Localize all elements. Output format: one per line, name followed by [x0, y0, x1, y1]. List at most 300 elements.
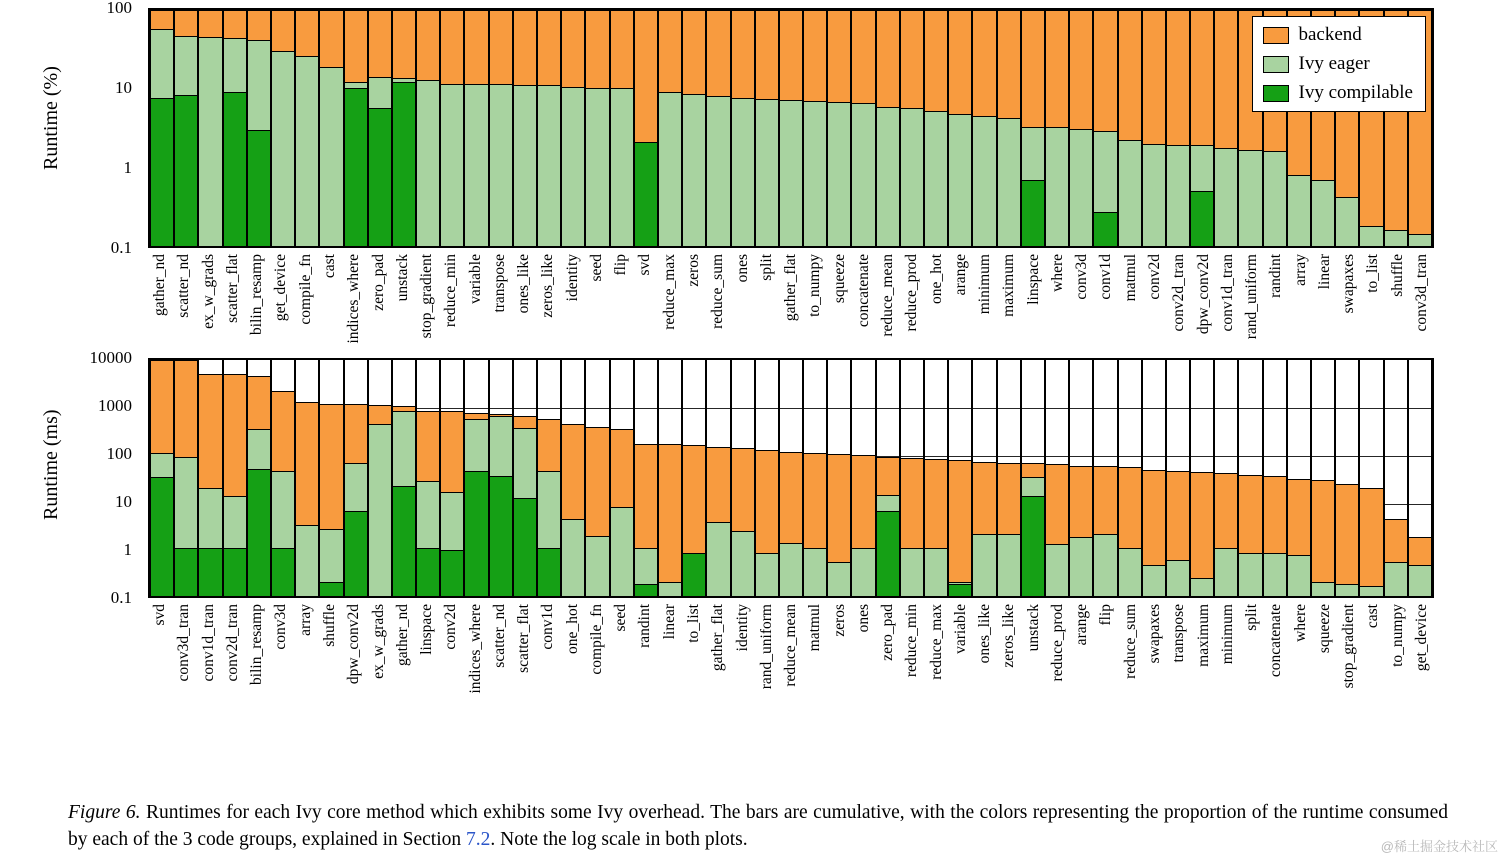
bar-one_hot[interactable]: [924, 10, 948, 246]
bar-compile_fn[interactable]: [585, 360, 609, 596]
bar-segment-ivy-eager: [1239, 553, 1261, 596]
x-tick-label: matmul: [806, 604, 824, 652]
bar-identity[interactable]: [731, 360, 755, 596]
bar-segment-backend: [998, 463, 1020, 534]
bar-swapaxes[interactable]: [1142, 360, 1166, 596]
x-tick-label: conv2d: [1146, 254, 1164, 300]
y-tick-label: 0.1: [110, 238, 132, 257]
x-tick-label: shuffle: [320, 604, 338, 647]
bar-segment-backend: [1119, 10, 1141, 140]
bar-segment-ivy-eager: [296, 525, 318, 596]
bar-minimum[interactable]: [972, 10, 996, 246]
bar-split[interactable]: [755, 10, 779, 246]
bar-segment-ivy-eager: [1264, 151, 1286, 246]
bar-dpw_conv2d[interactable]: [344, 360, 368, 596]
x-tick-label: identity: [563, 254, 581, 302]
legend-swatch-ivy-compilable: [1263, 85, 1289, 102]
x-tick-label: concatenate: [854, 254, 872, 328]
bar-segment-ivy-eager: [1360, 226, 1382, 246]
bottom-bar-group: [150, 360, 1432, 596]
bar-conv3d_tran[interactable]: [174, 360, 198, 596]
x-tick-label: conv1d: [1097, 254, 1115, 300]
bar-segment-ivy-eager: [586, 88, 608, 246]
bar-reduce_min[interactable]: [900, 360, 924, 596]
bar-segment-ivy-compilable: [1094, 212, 1116, 246]
bar-segment-ivy-eager: [369, 424, 391, 596]
bar-svd[interactable]: [150, 360, 174, 596]
x-tick-label: matmul: [1121, 254, 1139, 302]
x-tick-label: minimum: [976, 254, 994, 315]
x-tick-label: where: [1048, 254, 1066, 292]
bar-conv3d[interactable]: [271, 360, 295, 596]
bar-compile_fn[interactable]: [295, 10, 319, 246]
bar-segment-backend: [248, 10, 270, 40]
bar-segment-ivy-eager: [1070, 129, 1092, 246]
bar-reduce_sum[interactable]: [706, 10, 730, 246]
caption-figure-label: Figure 6.: [68, 802, 141, 823]
x-tick-label: conv1d_tran: [1218, 254, 1236, 332]
bar-segment-ivy-eager: [369, 77, 391, 108]
bar-segment-backend: [1143, 470, 1165, 565]
x-tick-label: reduce_min: [903, 604, 921, 678]
x-tick-label: gather_nd: [151, 254, 169, 316]
bar-segment-backend: [175, 10, 197, 36]
bar-segment-ivy-eager: [151, 453, 173, 477]
bar-segment-ivy-compilable: [1022, 496, 1044, 596]
bar-segment-backend: [490, 10, 512, 84]
bar-segment-ivy-eager: [490, 416, 512, 476]
bar-segment-ivy-eager: [175, 36, 197, 96]
bar-matmul[interactable]: [1118, 10, 1142, 246]
y-tick-label: 10: [115, 78, 132, 97]
bar-maximum[interactable]: [997, 10, 1021, 246]
bar-segment-backend: [1046, 464, 1068, 544]
y-tick-label: 100: [106, 444, 132, 463]
bar-segment-backend: [1119, 467, 1141, 548]
bar-unstack[interactable]: [392, 10, 416, 246]
bar-where[interactable]: [1045, 10, 1069, 246]
bar-conv1d[interactable]: [1093, 10, 1117, 246]
bar-segment-ivy-compilable: [949, 584, 971, 596]
bar-segment-ivy-compilable: [441, 550, 463, 596]
bar-conv2d[interactable]: [440, 360, 464, 596]
bar-segment-ivy-eager: [1167, 560, 1189, 596]
bar-zeros_like[interactable]: [537, 10, 561, 246]
bar-dpw_conv2d[interactable]: [1190, 10, 1214, 246]
bar-segment-ivy-eager: [1215, 148, 1237, 246]
x-tick-label: to_list: [1364, 254, 1382, 293]
y-tick-label: 1000: [98, 396, 132, 415]
bar-segment-backend: [1312, 480, 1334, 581]
bar-split[interactable]: [1238, 360, 1262, 596]
bar-segment-ivy-eager: [393, 411, 415, 485]
x-tick-label: identity: [733, 604, 751, 652]
x-tick-label: svd: [151, 604, 169, 626]
bar-linspace[interactable]: [416, 360, 440, 596]
bar-segment-ivy-eager: [320, 529, 342, 582]
x-tick-label: to_numpy: [1388, 604, 1406, 667]
bar-segment-backend: [732, 10, 754, 98]
bottom-x-tick-labels: [148, 602, 1434, 722]
bar-segment-ivy-eager: [514, 85, 536, 246]
bar-segment-ivy-eager: [756, 99, 778, 246]
bar-conv2d_tran[interactable]: [223, 360, 247, 596]
legend-label-ivy-compilable: Ivy compilable: [1298, 82, 1413, 103]
x-tick-label: dpw_conv2d: [345, 604, 363, 685]
bar-segment-backend: [514, 416, 536, 428]
bar-segment-backend: [1288, 479, 1310, 556]
bar-segment-ivy-eager: [1143, 144, 1165, 246]
bar-segment-ivy-eager: [732, 98, 754, 246]
x-tick-label: zero_pad: [879, 604, 897, 661]
bar-ex_w_grads[interactable]: [368, 360, 392, 596]
bar-segment-backend: [1215, 473, 1237, 548]
bar-one_hot[interactable]: [561, 360, 585, 596]
bar-squeeze[interactable]: [1311, 360, 1335, 596]
watermark: @稀土掘金技术社区: [1380, 839, 1498, 854]
bar-segment-backend: [707, 447, 729, 522]
bar-reduce_max[interactable]: [658, 10, 682, 246]
bar-segment-backend: [465, 10, 487, 84]
bar-reduce_prod[interactable]: [1045, 360, 1069, 596]
bar-segment-backend: [272, 10, 294, 51]
bar-segment-backend: [1022, 10, 1044, 127]
bar-segment-backend: [804, 453, 826, 548]
bar-randint[interactable]: [634, 360, 658, 596]
bar-ones[interactable]: [731, 10, 755, 246]
x-tick-label: reduce_prod: [1048, 604, 1066, 682]
bar-variable[interactable]: [948, 360, 972, 596]
bar-conv1d_tran[interactable]: [198, 360, 222, 596]
bar-transpose[interactable]: [1166, 360, 1190, 596]
bar-ones_like[interactable]: [513, 10, 537, 246]
x-tick-label: swapaxes: [1340, 254, 1358, 314]
x-tick-label: zeros_like: [1000, 604, 1018, 668]
x-tick-label: conv3d: [272, 604, 290, 650]
bar-ones[interactable]: [851, 360, 875, 596]
bar-segment-ivy-eager: [877, 495, 899, 511]
x-tick-label: bilin_resamp: [248, 254, 266, 335]
bar-ones_like[interactable]: [972, 360, 996, 596]
bar-gather_nd[interactable]: [150, 10, 174, 246]
bar-segment-ivy-eager: [1385, 562, 1407, 596]
bar-segment-ivy-eager: [538, 471, 560, 548]
bar-arange[interactable]: [1069, 360, 1093, 596]
bar-unstack[interactable]: [1021, 360, 1045, 596]
bar-segment-backend: [683, 10, 705, 94]
x-tick-label: randint: [636, 604, 654, 648]
bar-scatter_flat[interactable]: [223, 10, 247, 246]
bar-segment-backend: [611, 429, 633, 507]
bar-conv2d[interactable]: [1142, 10, 1166, 246]
bar-squeeze[interactable]: [827, 10, 851, 246]
bar-segment-backend: [1215, 10, 1237, 148]
bar-segment-backend: [828, 454, 850, 562]
bar-segment-ivy-eager: [1385, 230, 1407, 246]
bar-reduce_min[interactable]: [440, 10, 464, 246]
x-tick-label: conv1d_tran: [199, 604, 217, 682]
bar-to_numpy[interactable]: [803, 10, 827, 246]
bar-segment-ivy-eager: [1119, 140, 1141, 246]
bar-segment-backend: [732, 448, 754, 530]
bar-segment-ivy-eager: [248, 40, 270, 129]
bar-scatter_flat[interactable]: [513, 360, 537, 596]
bottom-plot-area: [148, 358, 1434, 598]
bar-segment-backend: [973, 10, 995, 116]
bar-conv2d_tran[interactable]: [1166, 10, 1190, 246]
bar-variable[interactable]: [464, 10, 488, 246]
bar-segment-ivy-eager: [199, 37, 221, 246]
x-tick-label: arange: [951, 254, 969, 296]
bar-rand_uniform[interactable]: [755, 360, 779, 596]
bar-segment-ivy-compilable: [320, 582, 342, 596]
bar-maximum[interactable]: [1190, 360, 1214, 596]
bar-segment-ivy-eager: [1409, 234, 1431, 246]
bar-segment-ivy-eager: [901, 548, 923, 596]
bar-segment-ivy-eager: [1046, 127, 1068, 246]
x-tick-label: to_numpy: [806, 254, 824, 317]
bar-stop_gradient[interactable]: [416, 10, 440, 246]
x-tick-label: ones_like: [976, 604, 994, 664]
bar-get_device[interactable]: [1408, 360, 1432, 596]
bar-segment-ivy-eager: [925, 548, 947, 596]
bar-segment-ivy-eager: [852, 103, 874, 246]
bar-conv1d_tran[interactable]: [1214, 10, 1238, 246]
bar-segment-ivy-eager: [1239, 150, 1261, 246]
bar-reduce_sum[interactable]: [1118, 360, 1142, 596]
bar-gather_flat[interactable]: [706, 360, 730, 596]
bar-identity[interactable]: [561, 10, 585, 246]
bar-segment-ivy-eager: [1409, 565, 1431, 596]
bar-arange[interactable]: [948, 10, 972, 246]
x-tick-label: stop_gradient: [1340, 604, 1358, 689]
bar-reduce_max[interactable]: [924, 360, 948, 596]
bar-segment-backend: [199, 374, 221, 488]
x-tick-label: ones: [733, 254, 751, 283]
bar-segment-backend: [199, 10, 221, 37]
bar-segment-backend: [1070, 10, 1092, 129]
x-tick-label: split: [1243, 604, 1261, 631]
bar-segment-backend: [852, 10, 874, 103]
bar-segment-backend: [1094, 10, 1116, 131]
bar-linear[interactable]: [658, 360, 682, 596]
bar-segment-ivy-eager: [465, 84, 487, 246]
bar-shuffle[interactable]: [319, 360, 343, 596]
bar-concatenate[interactable]: [1263, 360, 1287, 596]
bar-segment-backend: [780, 10, 802, 100]
bar-segment-ivy-eager: [296, 56, 318, 246]
bar-segment-ivy-compilable: [683, 553, 705, 596]
bar-segment-ivy-eager: [224, 38, 246, 92]
x-tick-label: compile_fn: [587, 604, 605, 675]
bar-segment-ivy-compilable: [514, 498, 536, 596]
x-tick-label: variable: [466, 254, 484, 304]
bar-zeros[interactable]: [827, 360, 851, 596]
bar-zeros[interactable]: [682, 10, 706, 246]
bar-bilin_resamp[interactable]: [247, 360, 271, 596]
legend-item-backend: [1263, 24, 1414, 46]
x-tick-label: one_hot: [563, 604, 581, 654]
bar-segment-ivy-compilable: [175, 548, 197, 596]
bar-segment-backend: [756, 450, 778, 553]
bar-segment-ivy-eager: [538, 85, 560, 246]
bar-transpose[interactable]: [489, 10, 513, 246]
bar-segment-backend: [345, 404, 367, 463]
bar-segment-ivy-eager: [1336, 197, 1358, 246]
bar-segment-ivy-eager: [1094, 131, 1116, 212]
bar-where[interactable]: [1287, 360, 1311, 596]
bar-bilin_resamp[interactable]: [247, 10, 271, 246]
x-tick-label: scatter_flat: [223, 254, 241, 323]
x-tick-label: linspace: [418, 604, 436, 655]
bar-matmul[interactable]: [803, 360, 827, 596]
bar-segment-ivy-compilable: [369, 108, 391, 246]
bar-segment-ivy-eager: [1022, 127, 1044, 180]
x-tick-label: linear: [1315, 254, 1333, 290]
bar-segment-ivy-eager: [780, 100, 802, 246]
x-tick-label: scatter_nd: [175, 254, 193, 318]
bar-segment-ivy-eager: [1022, 477, 1044, 496]
bar-segment-ivy-eager: [441, 492, 463, 551]
bar-array[interactable]: [295, 360, 319, 596]
bar-segment-ivy-compilable: [224, 92, 246, 246]
bar-segment-backend: [1167, 471, 1189, 560]
bar-gather_nd[interactable]: [392, 360, 416, 596]
bar-segment-ivy-eager: [1336, 584, 1358, 596]
x-tick-label: flip: [1097, 604, 1115, 626]
bar-seed[interactable]: [585, 10, 609, 246]
y-tick-label: 10000: [89, 348, 132, 367]
bar-segment-backend: [1046, 10, 1068, 127]
x-tick-label: one_hot: [927, 254, 945, 304]
bar-segment-ivy-compilable: [465, 471, 487, 596]
bar-gather_flat[interactable]: [779, 10, 803, 246]
bar-segment-ivy-compilable: [393, 486, 415, 596]
x-tick-label: reduce_sum: [1121, 604, 1139, 679]
bar-stop_gradient[interactable]: [1335, 360, 1359, 596]
bar-reduce_prod[interactable]: [900, 10, 924, 246]
bar-segment-backend: [804, 10, 826, 101]
bar-indices_where[interactable]: [464, 360, 488, 596]
bar-segment-backend: [877, 10, 899, 107]
bar-to_numpy[interactable]: [1384, 360, 1408, 596]
bar-segment-ivy-eager: [562, 519, 584, 596]
bar-concatenate[interactable]: [851, 10, 875, 246]
bar-svd[interactable]: [634, 10, 658, 246]
bar-zero_pad[interactable]: [368, 10, 392, 246]
bar-flip[interactable]: [1093, 360, 1117, 596]
bar-segment-ivy-eager: [1191, 145, 1213, 191]
top-y-tick-labels: [68, 0, 140, 257]
x-tick-label: zeros: [830, 604, 848, 637]
x-tick-label: unstack: [393, 254, 411, 302]
bar-segment-ivy-eager: [417, 481, 439, 548]
caption-section-reference[interactable]: 7.2: [466, 828, 491, 850]
bar-segment-ivy-eager: [901, 108, 923, 246]
bar-segment-backend: [224, 10, 246, 38]
bar-scatter_nd[interactable]: [489, 360, 513, 596]
x-tick-label: gather_flat: [709, 604, 727, 672]
bar-segment-ivy-compilable: [272, 548, 294, 596]
y-tick-label: 0.1: [110, 588, 132, 607]
bar-get_device[interactable]: [271, 10, 295, 246]
bar-segment-backend: [998, 10, 1020, 118]
bar-conv3d[interactable]: [1069, 10, 1093, 246]
x-tick-label: reduce_mean: [782, 604, 800, 687]
bar-segment-ivy-eager: [828, 102, 850, 246]
x-tick-label: get_device: [272, 254, 290, 322]
bar-segment-backend: [538, 419, 560, 471]
bar-segment-backend: [1336, 484, 1358, 584]
bar-segment-ivy-eager: [804, 101, 826, 246]
bar-segment-ivy-eager: [780, 543, 802, 596]
bar-segment-backend: [1264, 476, 1286, 553]
bar-segment-ivy-compilable: [248, 130, 270, 246]
x-tick-label: compile_fn: [296, 254, 314, 325]
top-plot-area: [148, 8, 1434, 248]
bar-segment-backend: [151, 360, 173, 453]
bar-segment-ivy-compilable: [151, 477, 173, 596]
bar-segment-backend: [973, 462, 995, 534]
bar-segment-backend: [369, 10, 391, 77]
bar-segment-backend: [949, 10, 971, 114]
bar-scatter_nd[interactable]: [174, 10, 198, 246]
bar-segment-ivy-eager: [1046, 544, 1068, 596]
bar-segment-ivy-eager: [1288, 175, 1310, 246]
bar-segment-backend: [852, 455, 874, 548]
bar-segment-backend: [877, 457, 899, 495]
bar-segment-ivy-eager: [707, 96, 729, 246]
x-tick-label: shuffle: [1388, 254, 1406, 297]
bar-linspace[interactable]: [1021, 10, 1045, 246]
bottom-y-tick-labels: [48, 348, 140, 607]
x-tick-label: variable: [951, 604, 969, 654]
bar-cast[interactable]: [319, 10, 343, 246]
bar-segment-ivy-eager: [756, 553, 778, 596]
bar-segment-backend: [320, 10, 342, 67]
bar-segment-ivy-eager: [877, 107, 899, 246]
bar-segment-backend: [1239, 475, 1261, 553]
x-tick-label: ones_like: [515, 254, 533, 314]
x-tick-label: reduce_mean: [879, 254, 897, 337]
bar-conv1d[interactable]: [537, 360, 561, 596]
bar-reduce_mean[interactable]: [779, 360, 803, 596]
x-tick-label: conv3d_tran: [1412, 254, 1430, 332]
bar-cast[interactable]: [1359, 360, 1383, 596]
top-bar-group: [150, 10, 1432, 246]
bar-segment-ivy-eager: [514, 428, 536, 498]
bar-segment-ivy-compilable: [1191, 191, 1213, 246]
legend-label-backend: backend: [1298, 24, 1362, 45]
x-tick-label: conv2d: [442, 604, 460, 650]
bar-zero_pad[interactable]: [876, 360, 900, 596]
legend-swatch-ivy-eager: [1263, 56, 1289, 73]
bar-zeros_like[interactable]: [997, 360, 1021, 596]
bar-reduce_mean[interactable]: [876, 10, 900, 246]
bar-minimum[interactable]: [1214, 360, 1238, 596]
bar-segment-backend: [1191, 472, 1213, 578]
bar-segment-backend: [901, 458, 923, 548]
bar-ex_w_grads[interactable]: [198, 10, 222, 246]
bar-indices_where[interactable]: [344, 10, 368, 246]
bar-to_list[interactable]: [682, 360, 706, 596]
bar-segment-ivy-eager: [1143, 565, 1165, 596]
bar-seed[interactable]: [610, 360, 634, 596]
bar-flip[interactable]: [610, 10, 634, 246]
bar-segment-ivy-eager: [973, 534, 995, 596]
caption-text-part-1: Runtimes for each Ivy core method which exhibits some Ivy overhead. The bars are cumulative, with the colors representing the proportion of the runtime consumed by each of the 3 code groups, explained in Section: [68, 802, 1448, 850]
bar-segment-backend: [417, 10, 439, 80]
